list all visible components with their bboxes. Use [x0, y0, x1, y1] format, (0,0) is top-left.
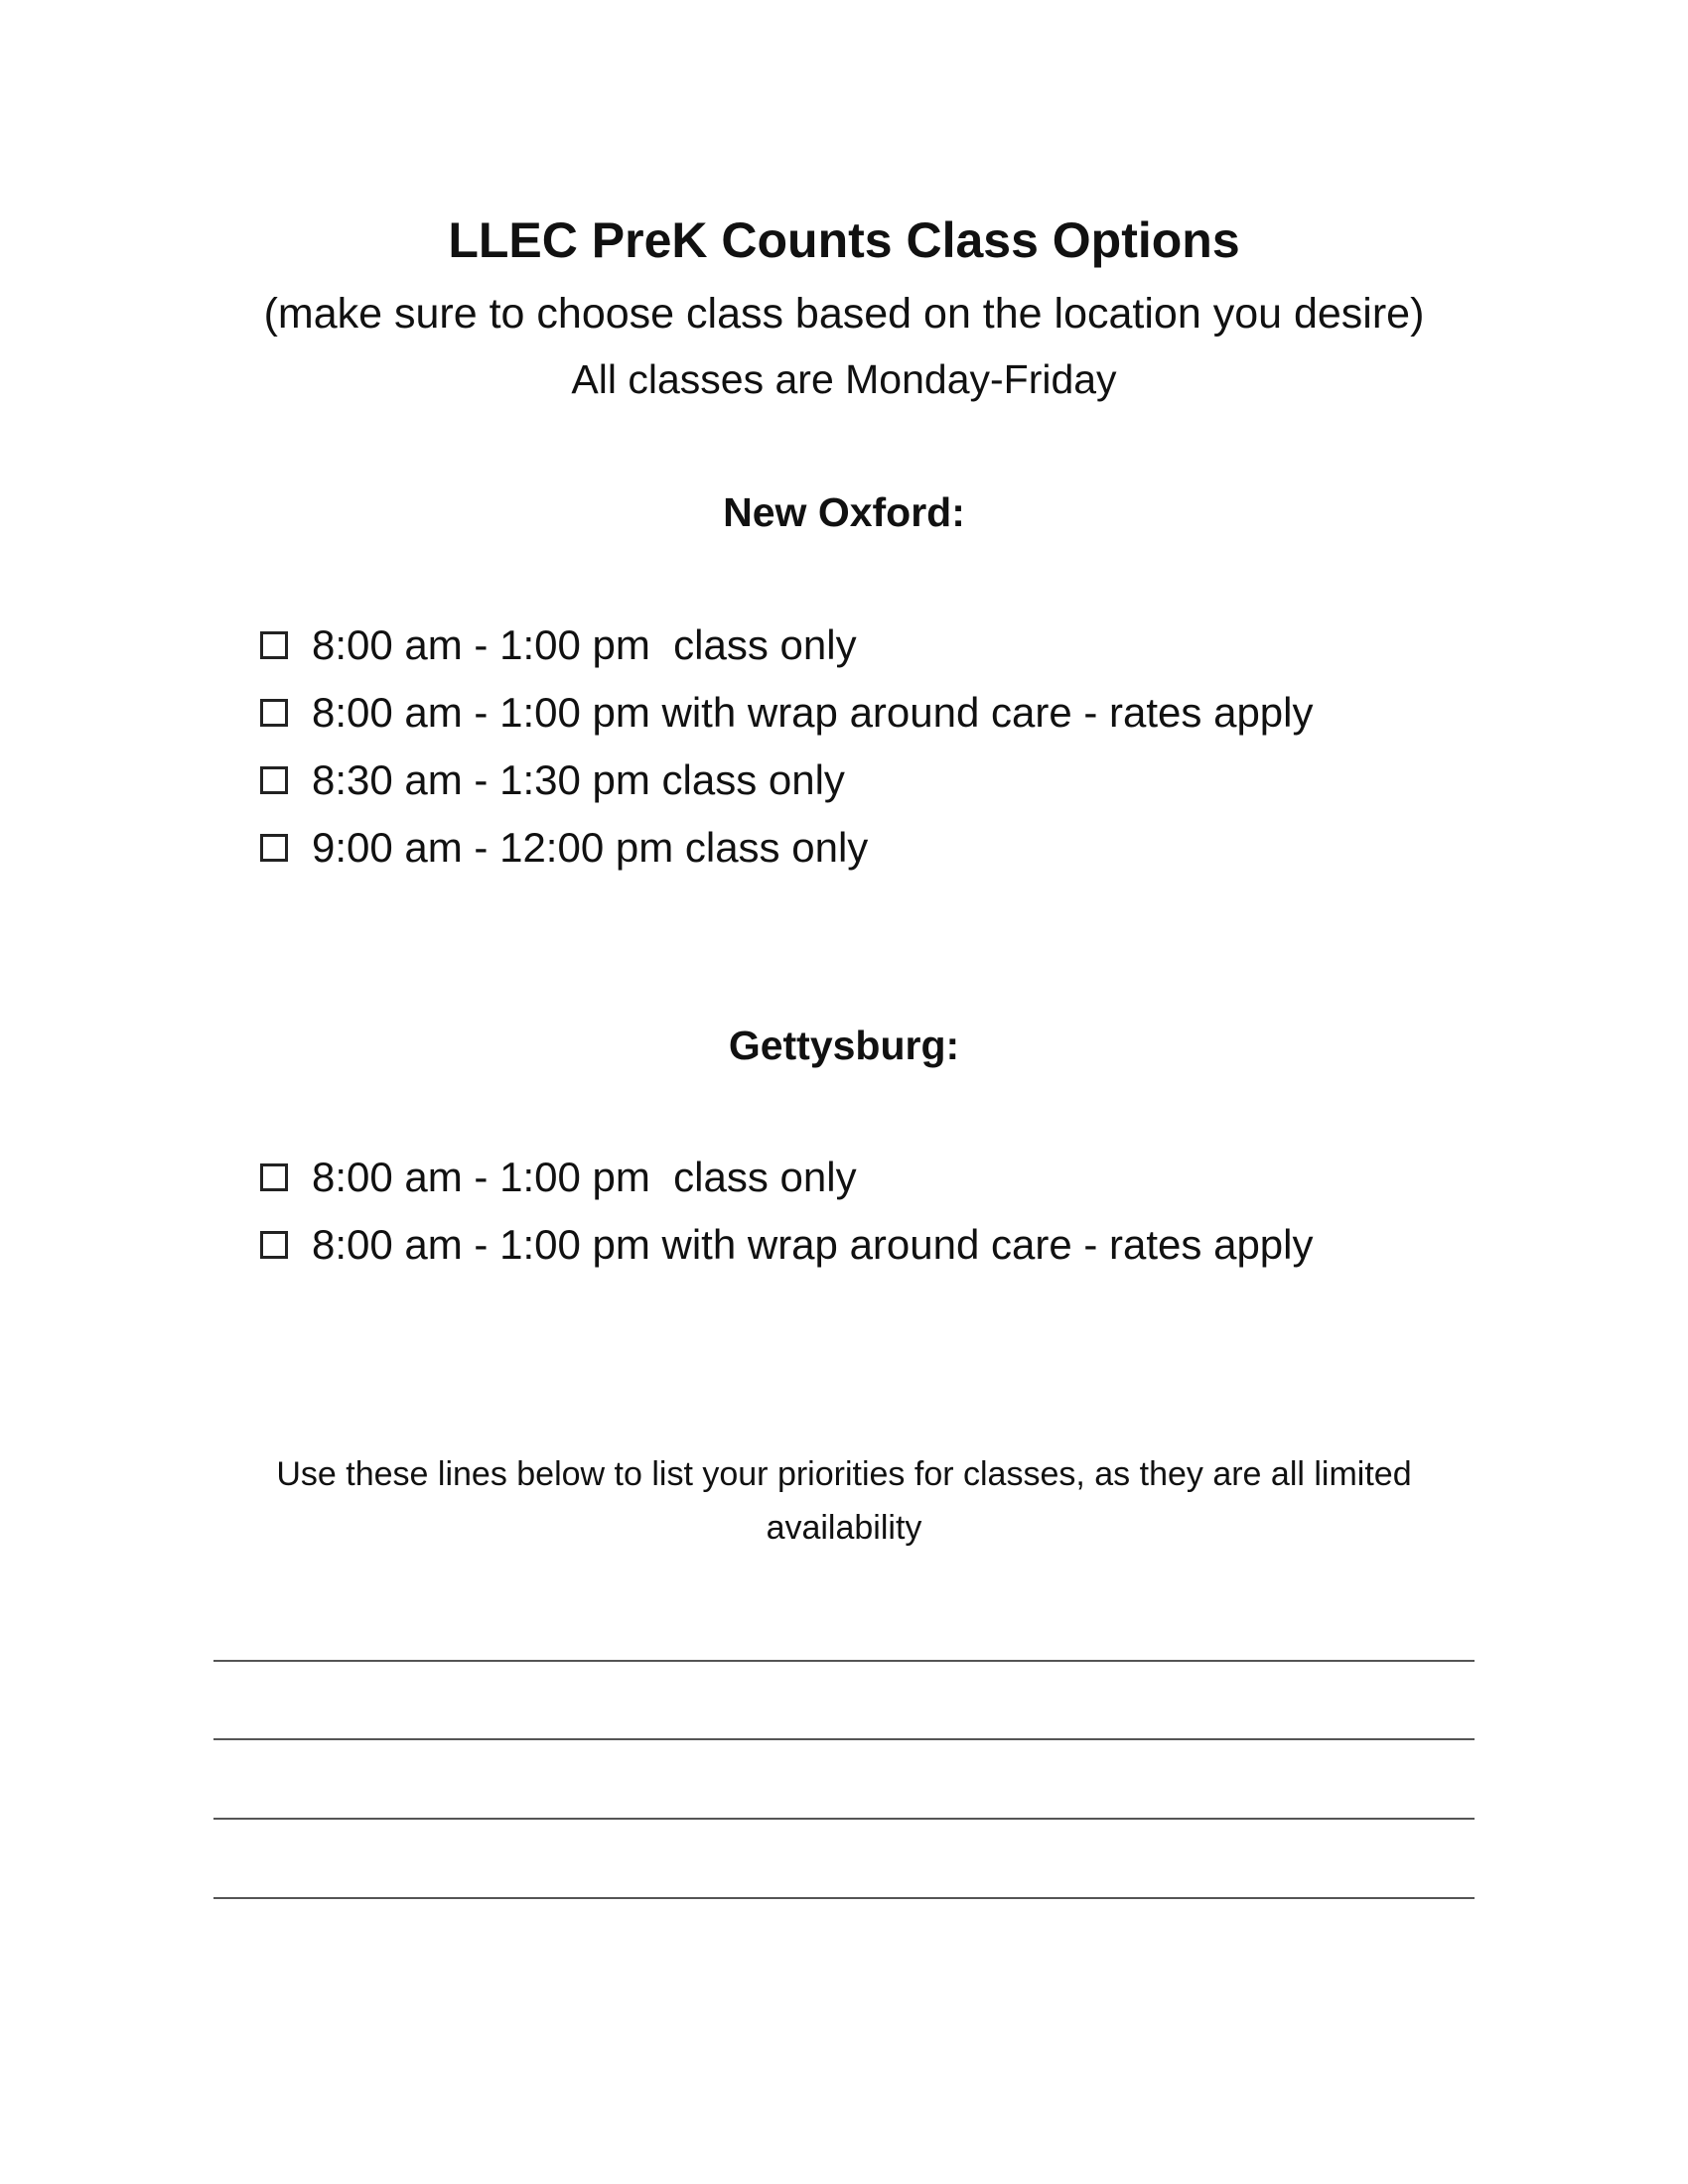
- page-title: LLEC PreK Counts Class Options: [448, 212, 1240, 268]
- class-option-label: 9:00 am - 12:00 pm class only: [312, 824, 869, 871]
- class-option-new-oxford-2[interactable]: [260, 683, 1314, 743]
- class-option-new-oxford-4[interactable]: [260, 818, 868, 878]
- priority-line[interactable]: [213, 1738, 1475, 1740]
- checkbox[interactable]: [260, 1231, 288, 1259]
- class-option-label: 8:00 am - 1:00 pm class only: [312, 621, 857, 668]
- class-option-label: 8:00 am - 1:00 pm with wrap around care - rates apply: [312, 689, 1314, 736]
- checkbox[interactable]: [260, 834, 288, 862]
- priority-line[interactable]: [213, 1818, 1475, 1820]
- section-heading-gettysburg: Gettysburg:: [728, 1023, 960, 1068]
- class-option-new-oxford-3[interactable]: [260, 751, 845, 810]
- class-option-gettysburg-2[interactable]: [260, 1215, 1314, 1275]
- class-option-label: 8:00 am - 1:00 pm with wrap around care - rates apply: [312, 1221, 1314, 1268]
- page-subtitle: (make sure to choose class based on the location you desire): [263, 290, 1425, 338]
- priority-line[interactable]: [213, 1897, 1475, 1899]
- section-heading-new-oxford: New Oxford:: [723, 489, 965, 535]
- class-option-label: 8:30 am - 1:30 pm class only: [312, 756, 845, 803]
- class-option-gettysburg-1[interactable]: [260, 1148, 857, 1207]
- checkbox[interactable]: [260, 631, 288, 659]
- priority-line[interactable]: [213, 1660, 1475, 1662]
- checkbox[interactable]: [260, 766, 288, 794]
- class-option-new-oxford-1[interactable]: [260, 615, 857, 675]
- checkbox[interactable]: [260, 1163, 288, 1191]
- priorities-instructions: Use these lines below to list your priorities for classes, as they are all limited availability: [276, 1455, 1412, 1547]
- checkbox[interactable]: [260, 699, 288, 727]
- class-option-label: 8:00 am - 1:00 pm class only: [312, 1154, 857, 1200]
- schedule-note: All classes are Monday-Friday: [571, 356, 1117, 402]
